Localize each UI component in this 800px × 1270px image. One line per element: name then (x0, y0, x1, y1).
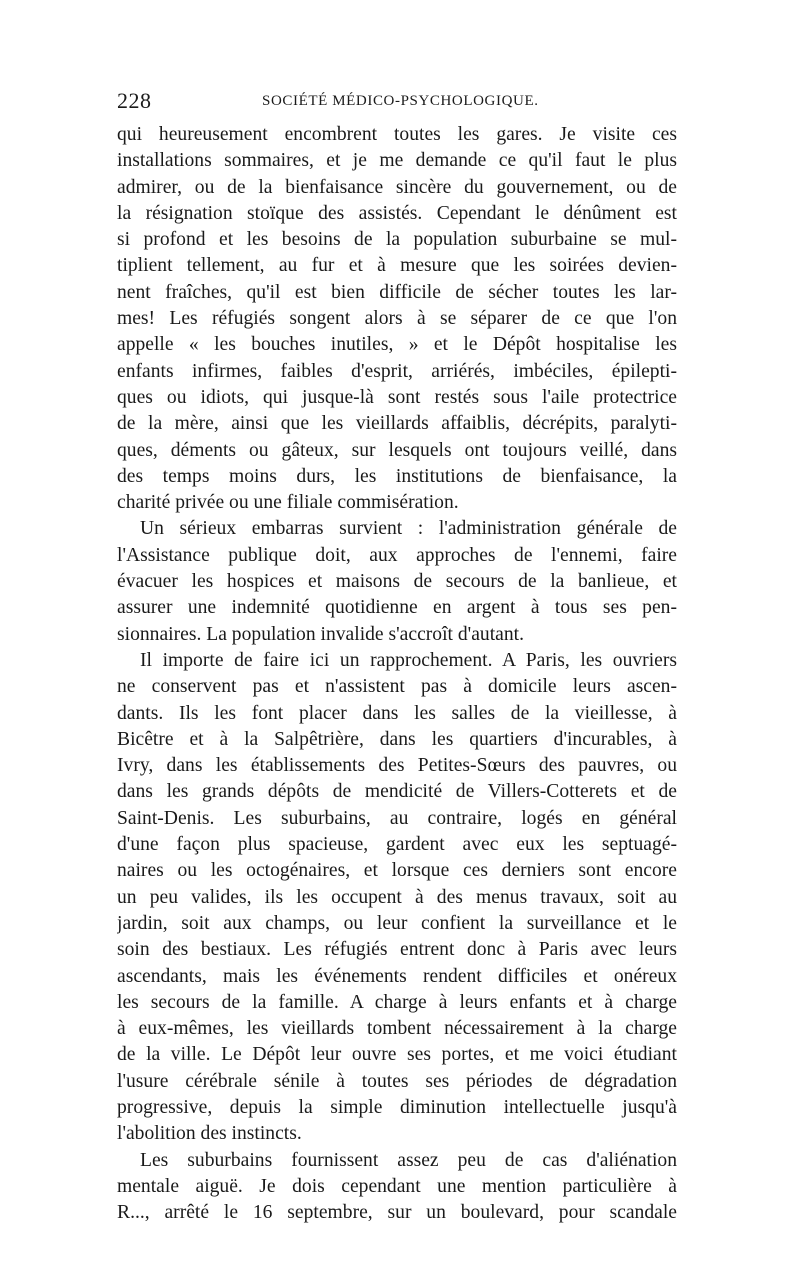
text-line: mes! Les réfugiés songent alors à se séparer de ce que l'on (117, 308, 677, 330)
text-line: qui heureusement encombrent toutes les gares. Je visite ces (117, 124, 677, 145)
text-line: installations sommaires, et je me demande ce qu'il faut le plus (117, 150, 677, 172)
text-line: de la ville. Le Dépôt leur ouvre ses portes, et me voici étudiant (117, 1044, 677, 1066)
text-line: évacuer les hospices et maisons de secours de la banlieue, et (117, 571, 677, 593)
text-line: R..., arrêté le 16 septembre, sur un boulevard, pour scandale (117, 1202, 677, 1224)
running-head (117, 88, 677, 118)
text-line: mentale aiguë. Je dois cependant une mention particulière à (117, 1175, 677, 1197)
text-line: Il importe de faire ici un rapprochement. A Paris, les ouvriers (140, 649, 677, 671)
text-line: l'usure cérébrale sénile à toutes ses périodes de dégradation (117, 1070, 677, 1092)
text-line: dans les grands dépôts de mendicité de Villers-Cotterets et de (117, 781, 677, 803)
text-line: Bicêtre et à la Salpêtrière, dans les quartiers d'incurables, à (117, 728, 677, 750)
text-line: Ivry, dans les établissements des Petites-Sœurs des pauvres, ou (117, 755, 677, 777)
text-line: l'Assistance publique doit, aux approches de l'ennemi, faire (117, 544, 677, 566)
text-line: tiplient tellement, au fur et à mesure que les soirées devien- (117, 255, 677, 277)
text-line: d'une façon plus spacieuse, gardent avec eux les septuagé- (117, 834, 677, 856)
text-line: la résignation stoïque des assistés. Cependant le dénûment est (117, 202, 677, 224)
text-line: si profond et les besoins de la population suburbaine se mul- (117, 229, 677, 251)
text-line: appelle « les bouches inutiles, » et le Dépôt hospitalise les (117, 334, 677, 356)
text-line: nent fraîches, qu'il est bien difficile de sécher toutes les lar- (117, 281, 677, 303)
text-line: un peu valides, ils les occupent à des menus travaux, soit au (117, 886, 677, 908)
text-line: sionnaires. La population invalide s'accroît d'autant. (117, 623, 524, 645)
text-line: de la mère, ainsi que les vieillards affaiblis, décrépits, paralyti- (117, 413, 677, 435)
text-line: admirer, ou de la bienfaisance sincère du gouvernement, ou de (117, 176, 677, 198)
text-line: ascendants, mais les événements rendent difficiles et onéreux (117, 965, 677, 987)
text-line: l'abolition des instincts. (117, 1123, 302, 1145)
text-line: Les suburbains fournissent assez peu de cas d'aliénation (140, 1149, 677, 1171)
text-line: soin des bestiaux. Les réfugiés entrent donc à Paris avec leurs (117, 939, 677, 961)
text-line: les secours de la famille. A charge à leurs enfants et à charge (117, 991, 677, 1013)
text-line: des temps moins durs, les institutions de bienfaisance, la (117, 465, 677, 487)
text-line: dants. Ils les font placer dans les salles de la vieillesse, à (117, 702, 677, 724)
text-line: progressive, depuis la simple diminution intellectuelle jusqu'à (117, 1096, 677, 1118)
text-line: ques, déments ou gâteux, sur lesquels ont toujours veillé, dans (117, 439, 677, 461)
text-line: ques ou idiots, qui jusque-là sont restés sous l'aile protectrice (117, 386, 677, 408)
text-line: charité privée ou une filiale commisération. (117, 492, 459, 514)
text-line: naires ou les octogénaires, et lorsque ces derniers sont encore (117, 860, 677, 882)
text-line: jardin, soit aux champs, ou leur confient la surveillance et le (117, 912, 677, 934)
text-line: ne conservent pas et n'assistent pas à domicile leurs ascen- (117, 676, 677, 698)
book-page (117, 88, 677, 1226)
text-line: à eux-mêmes, les vieillards tombent nécessairement à la charge (117, 1018, 677, 1040)
body-text (117, 122, 677, 1226)
page-number: 228 (117, 88, 152, 113)
text-line: Un sérieux embarras survient : l'administration générale de (140, 518, 677, 540)
running-title: SOCIÉTÉ MÉDICO-PSYCHOLOGIQUE. (262, 93, 539, 109)
text-line: Saint-Denis. Les suburbains, au contraire, logés en général (117, 807, 677, 829)
text-line: assurer une indemnité quotidienne en argent à tous ses pen- (117, 597, 677, 619)
text-line: enfants infirmes, faibles d'esprit, arriérés, imbéciles, épilepti- (117, 360, 677, 382)
